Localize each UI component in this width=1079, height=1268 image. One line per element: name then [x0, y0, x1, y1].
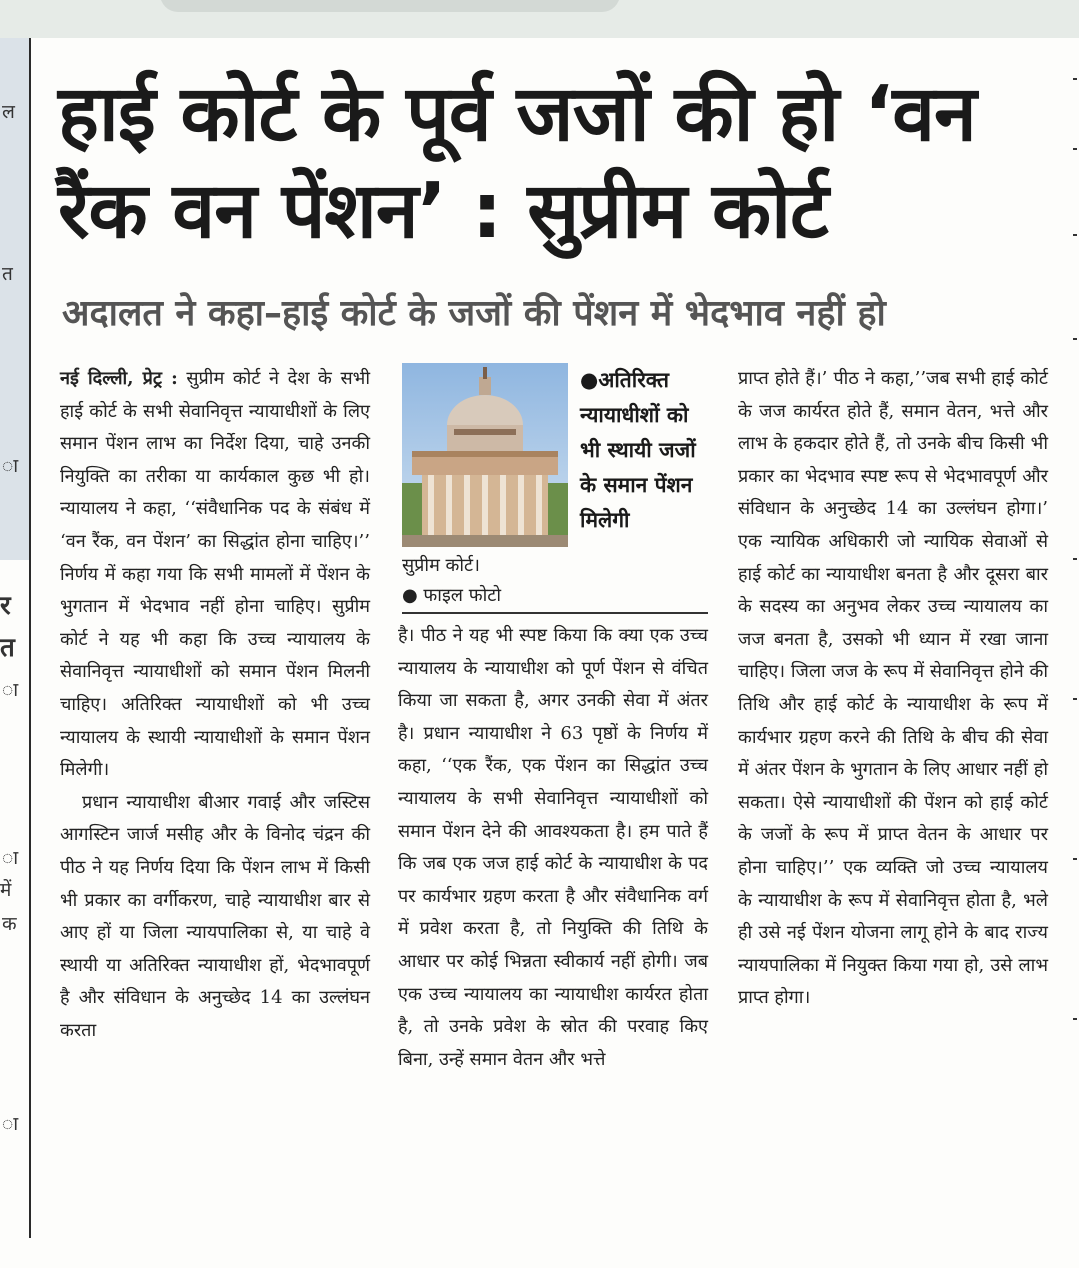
- left-fragment: ा: [2, 455, 19, 477]
- article-column-3: प्राप्त होते हैं।’ पीठ ने कहा,’’जब सभी हाई कोर्ट के जज कार्यरत होते हैं, समान वेतन, भत्ते और लाभ के हकदार होते हैं, तो उनके बीच किसी भी प्रकार का भेदभाव स्पष्ट रूप से भेदभावपूर्ण और संविधान के अनुच्छेद 14 का उल्लंघन होगा।’ एक न्यायिक अधिकारी जो न्यायिक सेवाओं से हाई कोर्ट का न्यायाधीश बनता है और दूसरा बार के सदस्य का अनुभव लेकर उच्च न्यायालय का जज बनता है, उसको भी ध्यान में रखा जाना चाहिए। जिला जज के रूप में सेवानिवृत्त होने की तिथि और हाई कोर्ट के न्यायाधीश के रूप में कार्यभार ग्रहण करने की तिथि के बीच की सेवा में अंतर पेंशन के भुगतान के लिए आधार नहीं हो सकता। ऐसे न्यायाधीशों की पेंशन को हाई कोर्ट के जजों के रूप में प्राप्त वेतन के आधार पर होना चाहिए।’’ एक व्यक्ति जो उच्च न्यायालय के न्यायाधीश के रूप में सेवानिवृत्त होता है, भले ही उसे नई पेंशन योजना लागू होने के बाद राज्य न्यायपालिका में नियुक्त किया गया हो, उसे लाभ प्राप्त होगा।: [738, 368, 1048, 1009]
- supreme-court-photo: [402, 363, 568, 547]
- left-fragment: त: [2, 263, 13, 285]
- left-fragment: ा: [2, 1113, 19, 1135]
- left-fragment: क: [2, 913, 17, 935]
- article-column-2: है। पीठ ने यह भी स्पष्ट किया कि क्या एक उच्च न्यायालय के न्यायाधीश को पूर्ण पेंशन से वंचित किया जा सकता है, अगर उनकी सेवा में अंतर है। प्रधान न्यायाधीश ने 63 पृष्ठों के निर्णय में कहा, ‘‘एक रैंक, एक पेंशन का सिद्धांत उच्च न्यायालय के सभी सेवानिवृत्त न्यायाधीशों को समान पेंशन देने की आवश्यकता है। हम पाते हैं कि जब एक जज हाई कोर्ट के न्यायाधीश के पद पर कार्यभार ग्रहण करता है और संवैधानिक वर्ग में प्रवेश करता है, तो नियुक्ति की तिथि के आधार पर कोई भिन्नता स्वीकार्य नहीं होगी। जब एक उच्च न्यायालय का न्यायाधीश कार्यरत होता है, तो उनके प्रवेश के स्रोत की परवाह किए बिना, उन्हें समान वेतन और भत्ते: [398, 625, 708, 1070]
- left-fragment: ा: [2, 679, 19, 701]
- dateline: नई दिल्ली, प्रेट्र :: [60, 368, 178, 389]
- top-pill: [160, 0, 620, 12]
- left-fragment: ल: [2, 101, 15, 123]
- right-edge-marks: [1073, 38, 1079, 1268]
- subheadline: अदालत ने कहा–हाई कोर्ट के जजों की पेंशन में भेदभाव नहीं हो: [62, 293, 886, 334]
- left-fragment: में: [0, 879, 12, 901]
- left-column-rule: [29, 38, 31, 1238]
- column-1-paragraph-2: प्रधान न्यायाधीश बीआर गवाई और जस्टिस आगस्टिन जार्ज मसीह और के विनोद चंद्रन की पीठ ने यह निर्णय दिया कि पेंशन लाभ में किसी भी प्रकार का वर्गीकरण, चाहे न्यायाधीश बार से आए हों या जिला न्यायपालिका से, या चाहे वे स्थायी या अतिरिक्त न्यायाधीश हों, भेदभावपूर्ण है और संविधान के अनुच्छेद 14 का उल्लंघन करता: [60, 791, 370, 1041]
- left-fragment: ा: [2, 847, 19, 869]
- headline: हाई कोर्ट के पूर्व जजों की हो ‘वन रैंक वन पेंशन’ : सुप्रीम कोर्ट: [58, 70, 976, 256]
- pullquote: ●अतिरिक्त न्यायाधीशों को भी स्थायी जजों के समान पेंशन मिलेगी: [580, 368, 696, 532]
- photo-caption-block: [402, 551, 572, 611]
- article-column-1: [60, 363, 370, 1047]
- left-fragment: र: [0, 591, 11, 621]
- pullquote-rule: [402, 612, 708, 614]
- photo-credit: ● फाइल फोटो: [402, 585, 502, 606]
- top-bar: [0, 0, 1079, 38]
- column-1-paragraph-1: सुप्रीम कोर्ट ने देश के सभी हाई कोर्ट के सभी सेवानिवृत्त न्यायाधीशों के लिए समान पेंशन लाभ का निर्देश दिया, चाहे उनकी नियुक्ति का तरीका या कार्यकाल कुछ भी हो। न्यायालय ने कहा, ‘‘संवैधानिक पद के संबंध में ‘वन रैंक, वन पेंशन’ का सिद्धांत होना चाहिए।’’ निर्णय में कहा गया कि सभी मामलों में पेंशन के भुगतान में भेदभाव नहीं होना चाहिए। सुप्रीम कोर्ट ने यह भी कहा कि उच्च न्यायालय के सेवानिवृत्त न्यायाधीशों को समान पेंशन मिलनी चाहिए। अतिरिक्त न्यायाधीशों को भी उच्च न्यायालय के स्थायी न्यायाधीशों के समान पेंशन मिलेगी।: [60, 368, 370, 781]
- photo-caption: सुप्रीम कोर्ट।: [402, 555, 480, 576]
- left-fragment: त: [0, 633, 15, 663]
